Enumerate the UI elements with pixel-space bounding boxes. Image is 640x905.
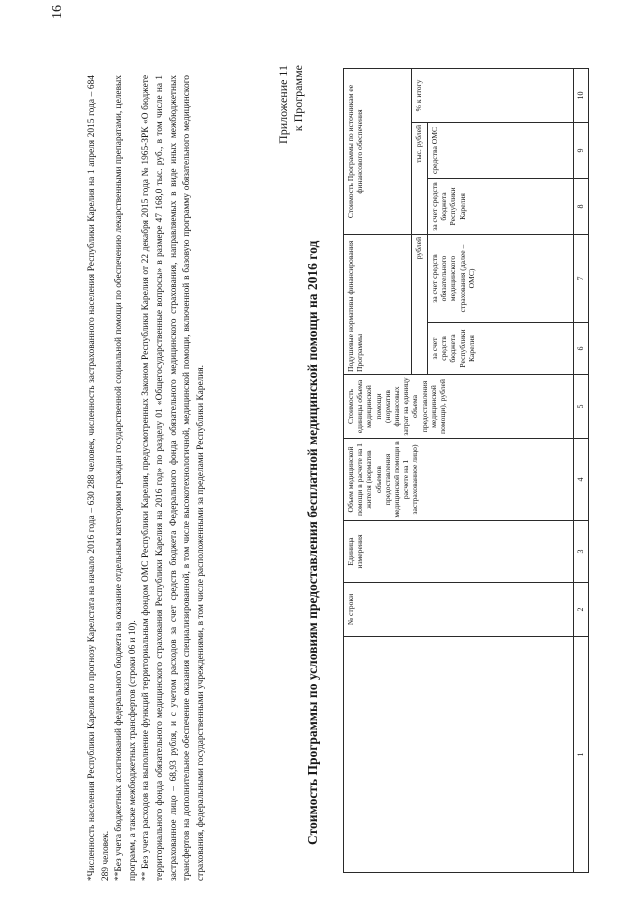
column-number: 10 xyxy=(574,68,589,122)
appendix-label xyxy=(276,65,305,205)
header-unit: Единица измерения xyxy=(344,521,574,583)
footnote-oms-expenses: ** Без учета расходов на выполнение функций территориальным фондом ОМС Республики Карелия, предусмотренных Законом Республики Карелия от 22 декабря 2015 года № 1965-ЗРК «О бюджете территориального фонда обязательного медицинского страхования Республики Карелия на 2016 год» по разделу 01 «Общегосударственные вопросы» в размере 47 168,0 тыс. руб., в том числе на 1 застрахованное лицо – 68,93 рубля, и с учетом расходов за счет средств бюджета Федерального фонда обязательного медицинского страхования, направляемых в виде иных межбюджетных трансфертов на дополнительное обеспечение оказания специализированной, в том числе высокотехнологичной, медицинской помощи, включенной в базовую программу обязательного медицинского страхования, федеральными государственными учреждениями, в том числе расположенными за пределами Республики Карелия. xyxy=(141,75,206,881)
column-number: 1 xyxy=(574,637,589,873)
footnote-population: *Численность населения Республики Карелия по прогнозу Карелстата на начало 2016 года – 630 288 человек, численность застрахованного населения Республики Карелия на 1 апреля 2015 года – 684 289 человек. xyxy=(87,75,111,881)
header-thousand-rubles: тыс. рублей xyxy=(412,122,428,234)
header-cost-budget: за счет средств бюджета Республики Карелия xyxy=(428,178,574,234)
header-volume: Объем медицинской помощи в расчете на 1 жителя (норматив объемов предоставления медицинской помощи в расчете на 1 застрахованное лицо) xyxy=(344,439,574,521)
table-title: Стоимость Программы по условиям предоставления бесплатной медицинской помощи на 2016 год xyxy=(305,240,320,845)
column-number: 7 xyxy=(574,234,589,322)
column-numbers-row xyxy=(574,68,589,872)
page-number: 16 xyxy=(50,5,65,19)
appendix-subtitle: к Программе xyxy=(290,65,305,132)
cost-table xyxy=(343,68,589,873)
header-per-capita: Подушевые нормативы финансирования Программы xyxy=(344,234,412,374)
header-cost-oms: средства ОМС xyxy=(428,122,574,178)
header-cost-sources: Стоимость Программы по источникам ее финансового обеспечения xyxy=(344,68,412,234)
appendix-number: Приложение 11 xyxy=(276,65,290,144)
header-per-capita-oms: за счет средств обязательного медицинского страхования (далее – ОМС) xyxy=(428,234,574,322)
header-empty xyxy=(344,637,574,873)
column-number: 2 xyxy=(574,583,589,637)
footnote-budget-allocations: **Без учета бюджетных ассигнований федерального бюджета на оказание отдельным категориям граждан государственной социальной помощи по обеспечению лекарственными препаратами, целевых программ, а также межбюджетных трансфертов (строки 06 и 10). xyxy=(114,75,138,881)
column-number: 9 xyxy=(574,122,589,178)
header-unit-cost: Стоимость единицы объема медицинской помощи (норматив финансовых затрат на единицу объема предоставления медицинской помощи), рублей xyxy=(344,375,574,439)
column-number: 6 xyxy=(574,323,589,375)
header-per-capita-unit: рублей xyxy=(412,234,428,374)
column-number: 8 xyxy=(574,178,589,234)
header-row-number: № строки xyxy=(344,583,574,637)
column-number: 4 xyxy=(574,439,589,521)
column-number: 3 xyxy=(574,521,589,583)
footnotes xyxy=(86,75,208,881)
column-number: 5 xyxy=(574,375,589,439)
header-row-1 xyxy=(344,68,412,872)
header-per-capita-budget: за счет средств бюджета Республики Карелия xyxy=(428,323,574,375)
header-percent: % к итогу xyxy=(412,68,574,122)
